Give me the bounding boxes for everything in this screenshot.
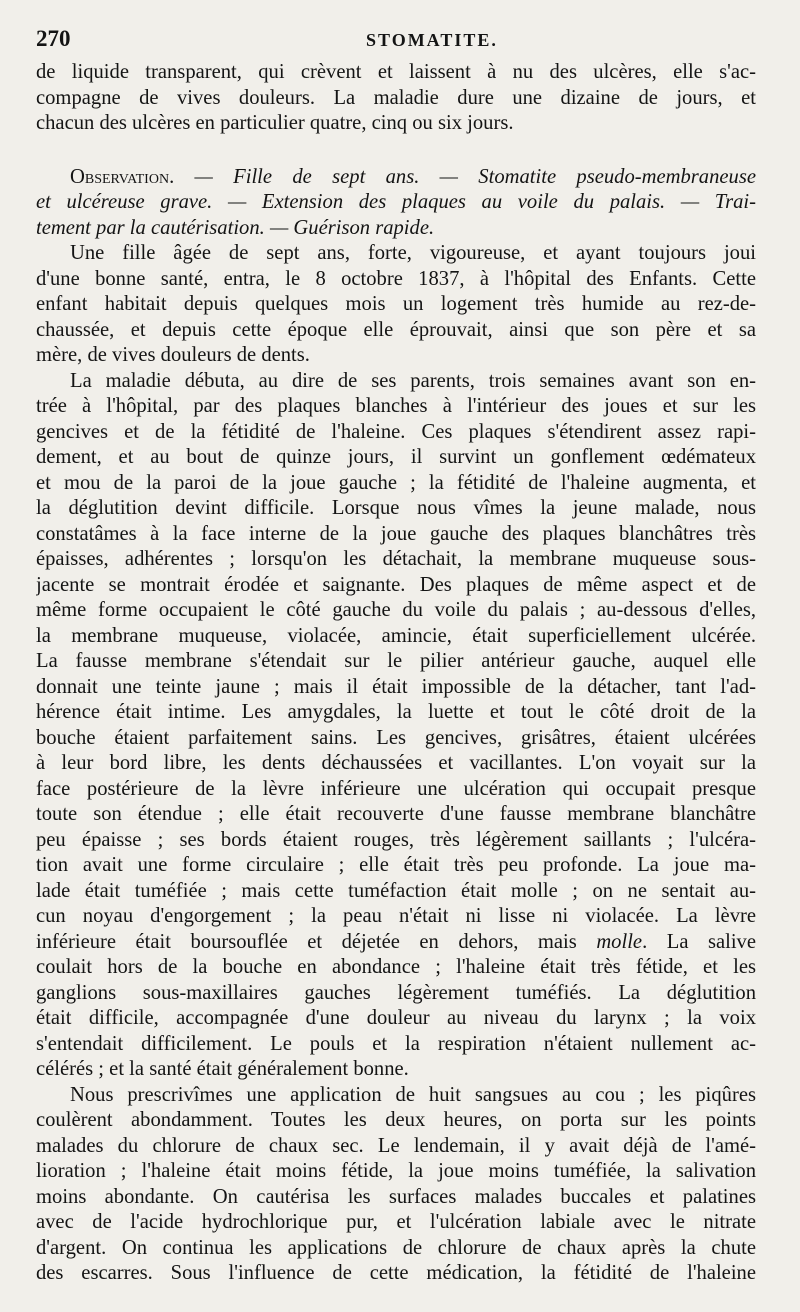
text-line: peu épaisse ; ses bords étaient rouges, très légèrement saillants ; l'ulcéra- [36, 828, 756, 851]
text-line: et ulcéreuse grave. — Extension des plaques au voile du palais. — Trai- [36, 191, 756, 213]
text-line: célérés ; et la santé était généralement bonne. [36, 1058, 409, 1080]
text-line: la déglutition devint difficile. Lorsque nous vîmes la jeune malade, nous [36, 497, 756, 519]
text-line: ganglions sous-maxillaires gauches légèrement tuméfiés. La déglutition [36, 981, 756, 1004]
text-line: Nous prescrivîmes une application de huit sangsues au cou ; les piqûres [70, 1083, 756, 1106]
text-line: chacun des ulcères en particulier quatre, cinq ou six jours. [36, 112, 514, 134]
text-line: était difficile, accompagnée d'une douleur au niveau du larynx ; la voix [36, 1007, 756, 1029]
paragraph-3 [36, 369, 756, 1083]
text-line: La maladie débuta, au dire de ses parents, trois semaines avant son en- [70, 369, 756, 392]
text-line: mère, de vives douleurs de dents. [36, 344, 310, 366]
text-line: compagne de vives douleurs. La maladie dure une dizaine de jours, et [36, 86, 756, 109]
text-fragment: . La salive [642, 930, 756, 953]
text-line: hérence était intime. Les amygdales, la luette et tout le côté droit de la [36, 701, 756, 723]
text-line: donnait une teinte jaune ; mais il était impossible de la détacher, tant l'ad- [36, 675, 756, 698]
text-line: et mou de la paroi de la joue gauche ; la fétidité de l'haleine augmenta, et [36, 471, 756, 494]
text-line: des escarres. Sous l'influence de cette médication, la fétidité de l'haleine [36, 1262, 756, 1284]
text-line: la membrane muqueuse, violacée, amincie, était superficiellement ulcérée. [36, 624, 756, 647]
text-line: toute son étendue ; elle était recouverte d'une fausse membrane blanchâtre [36, 803, 756, 825]
text-line: même forme occupaient le côté gauche du voile du palais ; au-dessous d'elles, [36, 599, 756, 621]
emphasis-molle: molle [596, 930, 643, 953]
observation-label: Observation. [70, 165, 175, 188]
text-line: enfant habitait depuis quelques mois un logement très humide au rez-de- [36, 293, 756, 315]
text-line: coulait hors de la bouche en abondance ; l'haleine était très fétide, et les [36, 956, 756, 978]
text-line: lioration ; l'haleine était moins fétide, la joue moins tuméfiée, la salivation [36, 1160, 756, 1182]
page-number: 270 [36, 26, 71, 51]
text-line: lade était tuméfiée ; mais cette tuméfaction était molle ; on ne sentait au- [36, 879, 756, 902]
text-line: trée à l'hôpital, par des plaques blanches à l'intérieur des joues et sur les [36, 395, 756, 417]
text-line: de liquide transparent, qui crèvent et laissent à nu des ulcères, elle s'ac- [36, 61, 756, 83]
text-line: gencives et de la fétidité de l'haleine. Ces plaques s'étendirent assez rapi- [36, 420, 756, 443]
text-line: dement, et au bout de quinze jours, il survint un gonflement œdémateux [36, 446, 756, 468]
paragraph-4 [36, 1083, 756, 1287]
text-line: moins abondante. On cautérisa les surfaces malades buccales et palatines [36, 1185, 756, 1208]
section-spacer [36, 137, 756, 165]
text-line: tion avait une forme circulaire ; elle était très peu profonde. La joue ma- [36, 854, 756, 876]
running-title: STOMATITE. [366, 30, 498, 50]
text-fragment: inférieure était boursouflée et déjetée en dehors, mais [36, 930, 597, 953]
page-body [36, 60, 756, 1287]
text-line: à leur bord libre, les dents déchaussées et vacillantes. L'on voyait sur la [36, 752, 756, 774]
text-line: tement par la cautérisation. — Guérison rapide. [36, 216, 435, 239]
text-line: coulèrent abondamment. Toutes les deux heures, on porta sur les points [36, 1109, 756, 1131]
text-line: avec de l'acide hydrochlorique pur, et l'ulcération labiale avec le nitrate [36, 1211, 756, 1233]
text-line: jacente se montrait érodée et saignante. Des plaques de même aspect et de [36, 573, 756, 596]
paragraph-2 [36, 241, 756, 369]
text-line: malades du chlorure de chaux sec. Le lendemain, il y avait déjà de l'amé- [36, 1134, 756, 1157]
text-line [36, 165, 756, 191]
text-line: d'une bonne santé, entra, le 8 octobre 1837, à l'hôpital des Enfants. Cette [36, 267, 756, 290]
text-line: d'argent. On continua les applications de chlorure de chaux après la chute [36, 1236, 756, 1259]
text-line: épaisses, adhérentes ; lorsqu'on les détachait, la membrane muqueuse sous- [36, 548, 756, 570]
text-line: face postérieure de la lèvre inférieure une ulcération qui occupait presque [36, 777, 756, 800]
text-line: bouche étaient parfaitement sains. Les gencives, grisâtres, étaient ulcérées [36, 726, 756, 749]
text-line: s'entendait difficilement. Le pouls et la respiration n'étaient nullement ac- [36, 1032, 756, 1055]
text-line: Une fille âgée de sept ans, forte, vigoureuse, et ayant toujours joui [70, 242, 756, 264]
observation-title: — Fille de sept ans. — Stomatite pseudo-membraneuse [174, 165, 756, 188]
paragraph-1 [36, 60, 756, 137]
text-line: chaussée, et depuis cette époque elle éprouvait, ainsi que son père et sa [36, 318, 756, 341]
text-line: constatâmes à la face interne de la joue gauche des plaques blanchâtres très [36, 522, 756, 545]
text-line: cun noyau d'engorgement ; la peau n'était ni lisse ni violacée. La lèvre [36, 905, 756, 927]
text-line: La fausse membrane s'étendait sur le pilier antérieur gauche, auquel elle [36, 650, 756, 672]
page-header [36, 26, 764, 56]
observation-heading [36, 165, 756, 242]
text-line [36, 930, 756, 956]
